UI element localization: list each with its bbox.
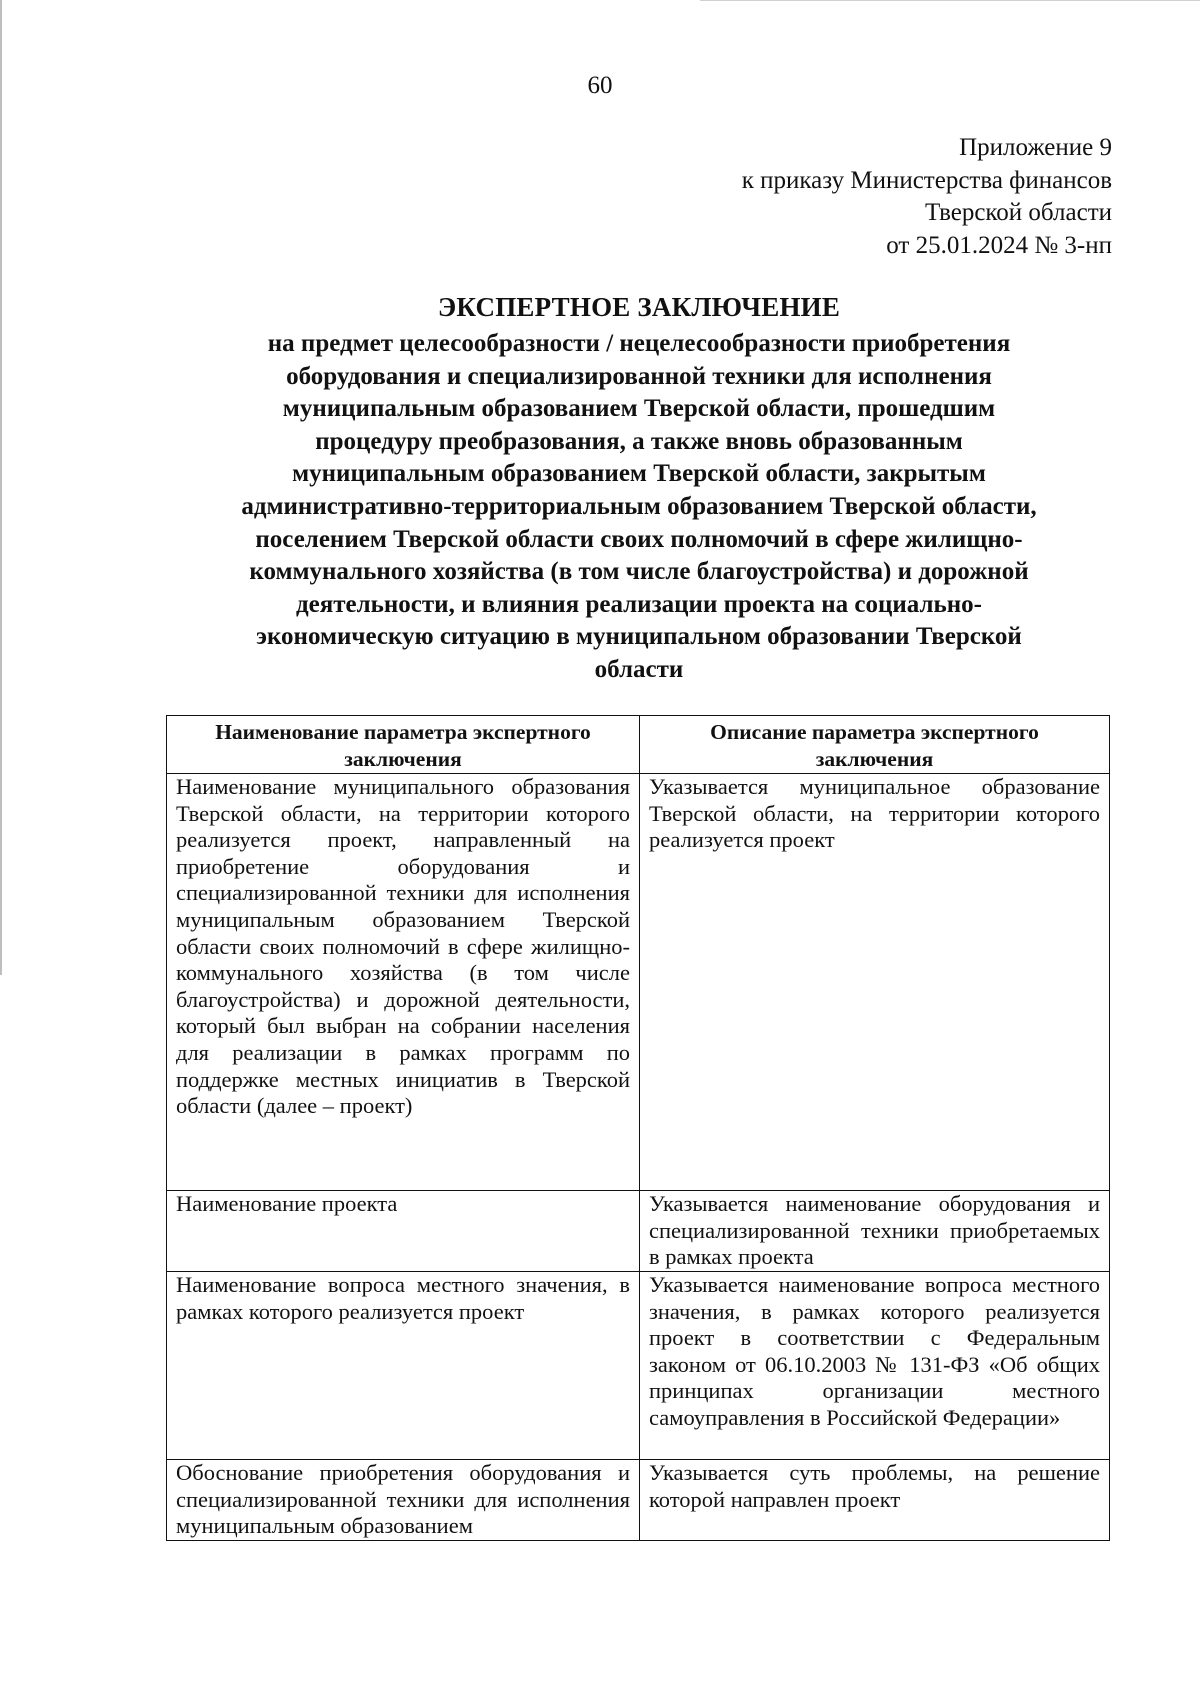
subtitle-line: муниципальным образованием Тверской области, прошедшим	[282, 395, 996, 423]
page-number: 60	[587, 72, 613, 99]
subtitle-line: муниципальным образованием Тверской области, закрытым	[292, 460, 986, 488]
appendix-line: Тверской области	[925, 199, 1112, 226]
subtitle-line: коммунального хозяйства (в том числе благоустройства) и дорожной	[249, 558, 1029, 586]
parameter-description-cell: Указывается суть проблемы, на решение которой направлен проект	[640, 1460, 1110, 1541]
subtitle-line: экономическую ситуацию в муниципальном образовании Тверской	[256, 623, 1022, 651]
table-header-row	[167, 716, 1110, 774]
subtitle-line: поселением Тверской области своих полномочий в сфере жилищно-	[255, 525, 1023, 553]
subtitle-line: на предмет целесообразности / нецелесообразности приобретения	[267, 330, 1011, 357]
appendix-line: от 25.01.2024 № 3-нп	[886, 231, 1112, 259]
parameter-name-cell: Наименование вопроса местного значения, в рамках которого реализуется проект	[167, 1272, 640, 1460]
table-row	[167, 1460, 1110, 1541]
parameter-name-cell: Обоснование приобретения оборудования и специализированной техники для исполнения муниципальным образованием	[167, 1460, 640, 1541]
table-row	[167, 1191, 1110, 1272]
parameters-table	[166, 715, 1110, 1541]
subtitle-line: деятельности, и влияния реализации проекта на социально-	[296, 590, 982, 618]
appendix-line: Приложение 9	[959, 134, 1112, 161]
scan-artifact-left-edge	[0, 0, 2, 975]
table-row	[167, 1272, 1110, 1460]
subtitle-line: процедуру преобразования, а также вновь образованным	[315, 427, 963, 455]
parameter-description-cell: Указывается муниципальное образование Тверской области, на территории которого реализуется проект	[640, 774, 1110, 1191]
subtitle-line: области	[594, 655, 684, 683]
parameter-name-cell: Наименование муниципального образования Тверской области, на территории которого реализуется проект, направленный на приобретение оборудования и специализированной техники для исполнения муниципальным образованием Тверской области своих полномочий в сфере жилищно-коммунального хозяйства (в том числе благоустройства) и дорожной деятельности, который был выбран на собрании населения для реализации в рамках программ по поддержке местных инициатив в Тверской области (далее – проект)	[167, 774, 640, 1191]
document-title: ЭКСПЕРТНОЕ ЗАКЛЮЧЕНИЕ	[437, 292, 841, 322]
header-parameter-name: Наименование параметра экспертного заключения	[167, 716, 640, 774]
appendix-reference	[742, 132, 1112, 262]
table-row	[167, 774, 1110, 1191]
subtitle-line: административно-территориальным образованием Тверской области,	[241, 492, 1037, 520]
scan-artifact-top-edge	[700, 0, 1200, 1]
header-parameter-description: Описание параметра экспертного заключения	[640, 716, 1110, 774]
parameter-description-cell: Указывается наименование оборудования и специализированной техники приобретаемых в рамках проекта	[640, 1191, 1110, 1272]
parameter-description-cell: Указывается наименование вопроса местного значения, в рамках которого реализуется проект в соответствии с Федеральным законом от 06.10.2003 № 131-ФЗ «Об общих принципах организации местного самоуправления в Российской Федерации»	[640, 1272, 1110, 1460]
parameter-name-cell: Наименование проекта	[167, 1191, 640, 1272]
appendix-line: к приказу Министерства финансов	[741, 166, 1112, 194]
subtitle-line: оборудования и специализированной техники для исполнения	[286, 362, 992, 390]
document-subtitle	[170, 328, 1108, 687]
